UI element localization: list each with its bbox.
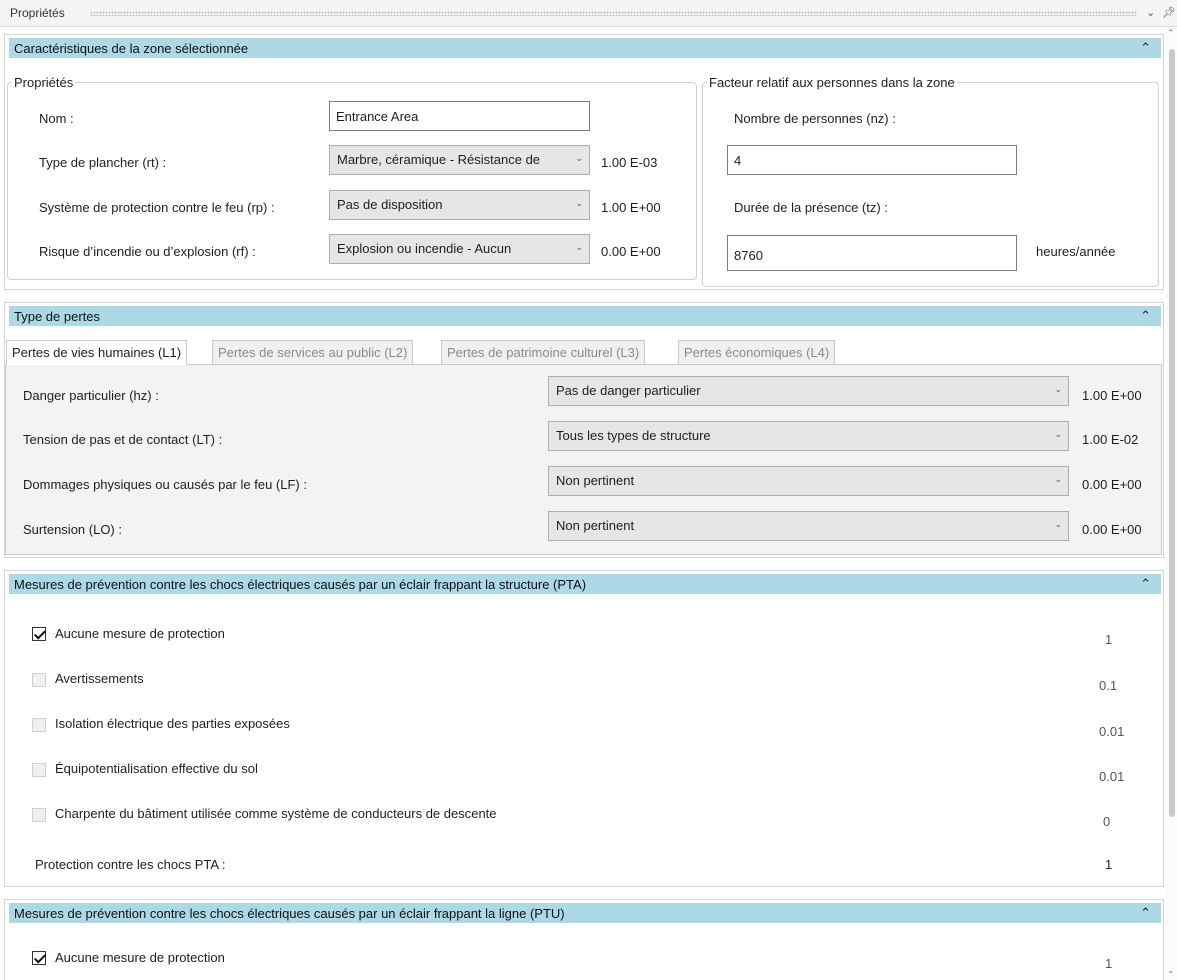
pta-item-label: Aucune mesure de protection	[55, 626, 225, 641]
properties-scroll-area	[0, 27, 1164, 980]
chevron-down-icon: ⌄	[575, 198, 583, 208]
tab-l4[interactable]: Pertes économiques (L4)	[678, 340, 835, 364]
ptu-section-header[interactable]	[9, 903, 1161, 923]
floor-type-value: Marbre, céramique - Résistance de	[337, 152, 541, 167]
losses-section-header[interactable]	[9, 306, 1161, 326]
step-voltage-select[interactable]	[548, 421, 1069, 451]
ptu-none-checkbox[interactable]	[32, 951, 46, 965]
pta-item-label: Isolation électrique des parties exposées	[55, 716, 290, 731]
pta-equipotential-checkbox[interactable]	[32, 763, 46, 777]
step-voltage-value: Tous les types de structure	[556, 428, 711, 443]
physical-damage-select[interactable]	[548, 466, 1069, 496]
pta-section	[4, 570, 1164, 887]
ptu-item-value: 1	[1105, 956, 1113, 971]
zone-section	[4, 34, 1164, 290]
pta-total-label: Protection contre les chocs PTA :	[35, 857, 226, 872]
floor-type-label: Type de plancher (rt) :	[39, 155, 167, 170]
pta-warnings-checkbox[interactable]	[32, 673, 46, 687]
physical-damage-value: Non pertinent	[556, 473, 635, 488]
pta-item-value: 0.01	[1099, 769, 1125, 784]
ptu-section-title: Mesures de prévention contre les chocs électriques causés par un éclair frappant la ligne (PTU)	[14, 906, 565, 921]
pta-item-value: 0.01	[1099, 724, 1125, 739]
name-input[interactable]: Entrance Area	[329, 101, 590, 131]
panel-title: Propriétés	[10, 6, 65, 20]
fire-protection-label: Système de protection contre le feu (rp) :	[39, 200, 275, 215]
titlebar-grip[interactable]	[90, 11, 1137, 16]
chevron-down-icon: ⌄	[575, 153, 583, 163]
pta-item-label: Charpente du bâtiment utilisée comme système de conducteurs de descente	[55, 806, 497, 821]
person-count-input[interactable]: 4	[727, 145, 1017, 175]
pta-total-value: 1	[1105, 857, 1113, 872]
pta-item-label: Équipotentialisation effective du sol	[55, 761, 258, 776]
name-label: Nom :	[39, 111, 74, 126]
fire-risk-value: Explosion ou incendie - Aucun	[337, 241, 512, 256]
fire-protection-factor: 1.00 E+00	[601, 200, 661, 215]
ptu-item-label: Aucune mesure de protection	[55, 950, 225, 965]
chevron-down-icon: ⌄	[1054, 384, 1062, 394]
chevron-down-icon: ⌄	[1054, 519, 1062, 529]
floor-type-factor: 1.00 E-03	[601, 155, 658, 170]
overvoltage-factor: 0.00 E+00	[1082, 522, 1142, 537]
pta-frame-checkbox[interactable]	[32, 808, 46, 822]
pta-item-value: 0	[1103, 814, 1111, 829]
losses-section-title: Type de pertes	[14, 309, 100, 324]
person-count-label: Nombre de personnes (nz) :	[734, 111, 896, 126]
vertical-scrollbar[interactable]	[1166, 27, 1177, 980]
special-hazard-select[interactable]	[548, 376, 1069, 406]
loss-row-label: Surtension (LO) :	[23, 522, 122, 537]
floor-type-select[interactable]	[329, 145, 590, 175]
chevron-down-icon[interactable]: ⌄	[1146, 7, 1156, 19]
chevron-down-icon: ⌄	[1054, 474, 1062, 484]
losses-tab-panel	[5, 364, 1162, 555]
scroll-down-arrow-icon[interactable]: ⌄	[1167, 965, 1175, 975]
duration-label: Durée de la présence (tz) :	[734, 200, 888, 215]
fire-protection-value: Pas de disposition	[337, 197, 443, 212]
pta-item-value: 1	[1105, 632, 1113, 647]
special-hazard-factor: 1.00 E+00	[1082, 388, 1142, 403]
panel-titlebar	[0, 0, 1177, 27]
duration-input[interactable]: 8760	[727, 235, 1017, 271]
overvoltage-value: Non pertinent	[556, 518, 635, 533]
properties-group	[7, 75, 697, 280]
properties-legend: Propriétés	[14, 75, 74, 90]
persons-group	[702, 75, 1159, 287]
zone-section-title: Caractéristiques de la zone sélectionnée	[14, 41, 249, 56]
fire-risk-factor: 0.00 E+00	[601, 244, 661, 259]
loss-row-label: Danger particulier (hz) :	[23, 388, 159, 403]
step-voltage-factor: 1.00 E-02	[1082, 432, 1139, 447]
ptu-section	[4, 899, 1164, 980]
loss-row-label: Dommages physiques ou causés par le feu (LF) :	[23, 477, 307, 492]
zone-section-header[interactable]	[9, 38, 1161, 58]
fire-risk-label: Risque d’incendie ou d’explosion (rf) :	[39, 244, 256, 259]
chevron-up-icon[interactable]: ⌃	[1140, 40, 1151, 55]
pta-item-value: 0.1	[1099, 678, 1118, 693]
overvoltage-select[interactable]	[548, 511, 1069, 541]
pta-item-label: Avertissements	[55, 671, 144, 686]
duration-unit: heures/année	[1036, 244, 1116, 259]
chevron-down-icon: ⌄	[575, 242, 583, 252]
chevron-up-icon[interactable]: ⌃	[1140, 576, 1151, 591]
tab-l2[interactable]: Pertes de services au public (L2)	[212, 340, 413, 364]
pin-icon[interactable]: 📌︎	[1162, 7, 1176, 19]
pta-section-header[interactable]	[9, 574, 1161, 594]
special-hazard-value: Pas de danger particulier	[556, 383, 701, 398]
loss-row-label: Tension de pas et de contact (LT) :	[23, 432, 223, 447]
fire-risk-select[interactable]	[329, 234, 590, 264]
chevron-up-icon[interactable]: ⌃	[1140, 905, 1151, 920]
pta-none-checkbox[interactable]	[32, 627, 46, 641]
tab-l1[interactable]: Pertes de vies humaines (L1)	[6, 340, 187, 365]
persons-legend: Facteur relatif aux personnes dans la zone	[709, 75, 955, 90]
chevron-down-icon: ⌄	[1054, 429, 1062, 439]
pta-insulation-checkbox[interactable]	[32, 718, 46, 732]
physical-damage-factor: 0.00 E+00	[1082, 477, 1142, 492]
pta-section-title: Mesures de prévention contre les chocs électriques causés par un éclair frappant la structure (PTA)	[14, 577, 587, 592]
tab-l3[interactable]: Pertes de patrimoine culturel (L3)	[441, 340, 645, 364]
scroll-up-arrow-icon[interactable]: ⌃	[1167, 28, 1175, 38]
scrollbar-thumb[interactable]	[1169, 49, 1175, 817]
chevron-up-icon[interactable]: ⌃	[1140, 308, 1151, 323]
fire-protection-select[interactable]	[329, 190, 590, 220]
